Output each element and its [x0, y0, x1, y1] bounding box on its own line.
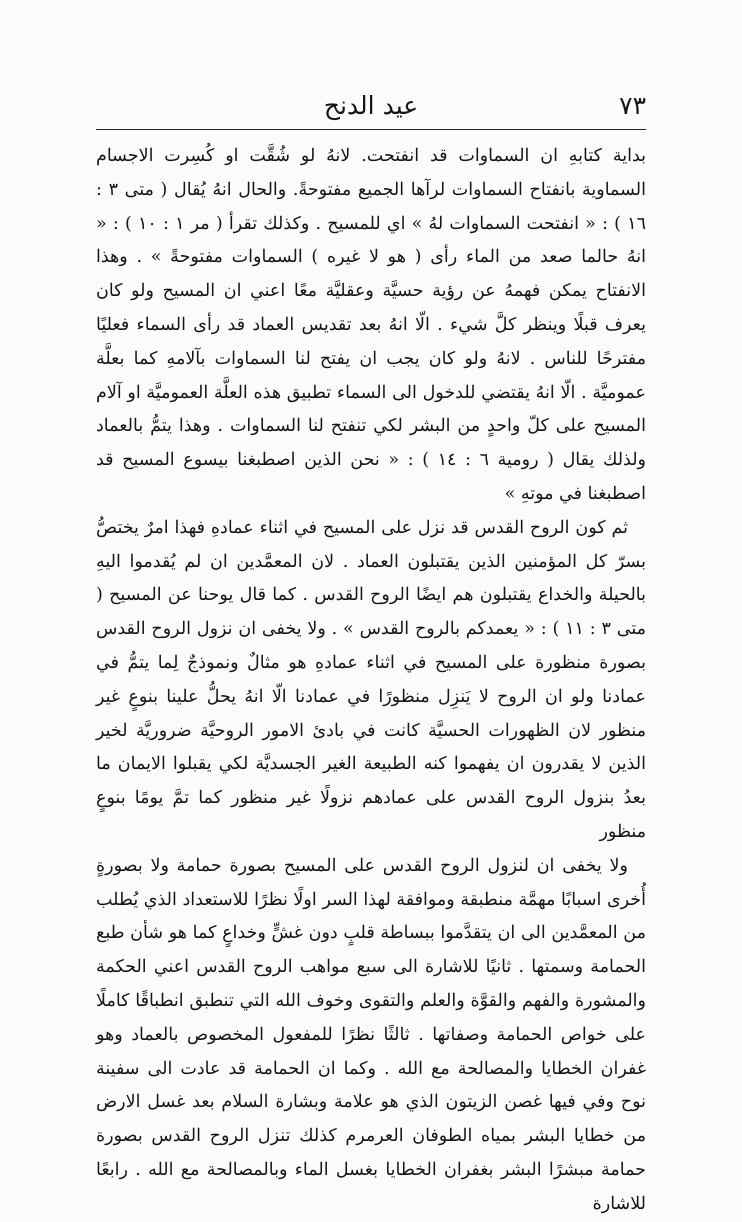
running-title: عيد الدنح	[323, 91, 419, 120]
page-body	[96, 140, 646, 1222]
page-number: ٧٣	[619, 91, 646, 120]
page-header	[96, 88, 646, 128]
paragraph: ولا يخفى ان لنزول الروح القدس على المسيح بصورة حمامة ولا بصورةٍ أُخرى اسبابًا مهمَّة منطبقة وموافقة لهذا السر اولًا نظرًا للاستعداد الذي يُطلب من المعمَّدين الى ان يتقدَّموا ببساطة قلبٍ دون غشٍّ وخداعٍ كما هو شأن طبع الحمامة وسمتها . ثانيًا للاشارة الى سبع مواهب الروح القدس اعني الحكمة والمشورة والفهم والقوَّة والعلم والتقوى وخوف الله التي تنطبق انطباقًا كاملًا على خواص الحمامة وصفاتها . ثالثًا نظرًا للمفعول المخصوص بالعماد وهو غفران الخطايا والمصالحة مع الله . وكما ان الحمامة قد عادت الى سفينة نوح وفي فيها غصن الزيتون الذي هو علامة وبشارة السلام بعد غسل الارض من خطايا البشر بمياه الطوفان العرمرم كذلك تنزل الروح القدس بصورة حمامة مبشرًا البشر بغفران الخطايا بغسل الماء وبالمصالحة مع الله . رابعًا للاشارة	[96, 855, 646, 1214]
paragraph: بداية كتابهِ ان السماوات قد انفتحت. لانهُ لو شُقَّت او كُسِرت الاجسام السماوية بانفتاح السماوات لرآها الجميع مفتوحةً. والحال انهُ يُقال ( متى ٣ : ١٦ ) : « انفتحت السماوات لهُ » اي للمسيح . وكذلك تقرأ ( مر ١ : ١٠ ) : « انهُ حالما صعد من الماء رأى ( هو لا غيره ) السماوات مفتوحةً » . وهذا الانفتاح يمكن فهمهُ عن رؤية حسيَّة وعقليَّة معًا اعني ان المسيح ولو كان يعرف قبلًا وينظر كلَّ شيء . الّا انهُ بعد تقديس العماد قد رأى السماء فعليًا مفترحًا للناس . لانهُ ولو كان يجب ان يفتح لنا السماوات بآلامهِ كما بعلَّة عموميَّة . الّا انهُ يقتضي للدخول الى السماء تطبيق هذه العلَّة العموميَّة او آلام المسيح على كلّ واحدٍ من البشر لكي تنفتح لنا السماوات . وهذا يتمُّ بالعماد ولذلك يقال ( رومية ٦ : ١٤ ) : « نحن الذين اصطبغنا بيسوع المسيح قد اصطبغنا في موتهِ »	[96, 146, 646, 504]
header-rule	[96, 129, 646, 130]
paragraph: ثم كون الروح القدس قد نزل على المسيح في اثناء عمادهِ فهذا امرٌ يختصُّ بسرّ كل المؤمنين الذين يقتبلون العماد . لان المعمَّدين ان لم يُقدموا اليهِ بالحيلة والخداع يقتبلون هم ايضًا الروح القدس . كما قال يوحنا عن المسيح ( متى ٣ : ١١ ) : « يعمدكم بالروح القدس » . ولا يخفى ان نزول الروح القدس بصورة منظورة على المسيح في اثناء عمادهِ هو مثالٌ ونموذجٌ لِما يتمُّ في عمادنا ولو ان الروح لا يَنزِل منظورًا في عمادنا الّا انهُ يحلُّ علينا بنوعٍ غير منظور لان الظهورات الحسيَّة كانت في بادئ الامور الروحيَّة ضروريَّة لخير الذين لا يقدرون ان يفهموا كنه الطبيعة الغير الجسديَّة لكي يقبلوا الايمان ما بعدُ بنزول الروح القدس على عمادهم نزولًا غير منظور كما تمَّ يومًا بنوعٍ منظور	[96, 517, 646, 842]
